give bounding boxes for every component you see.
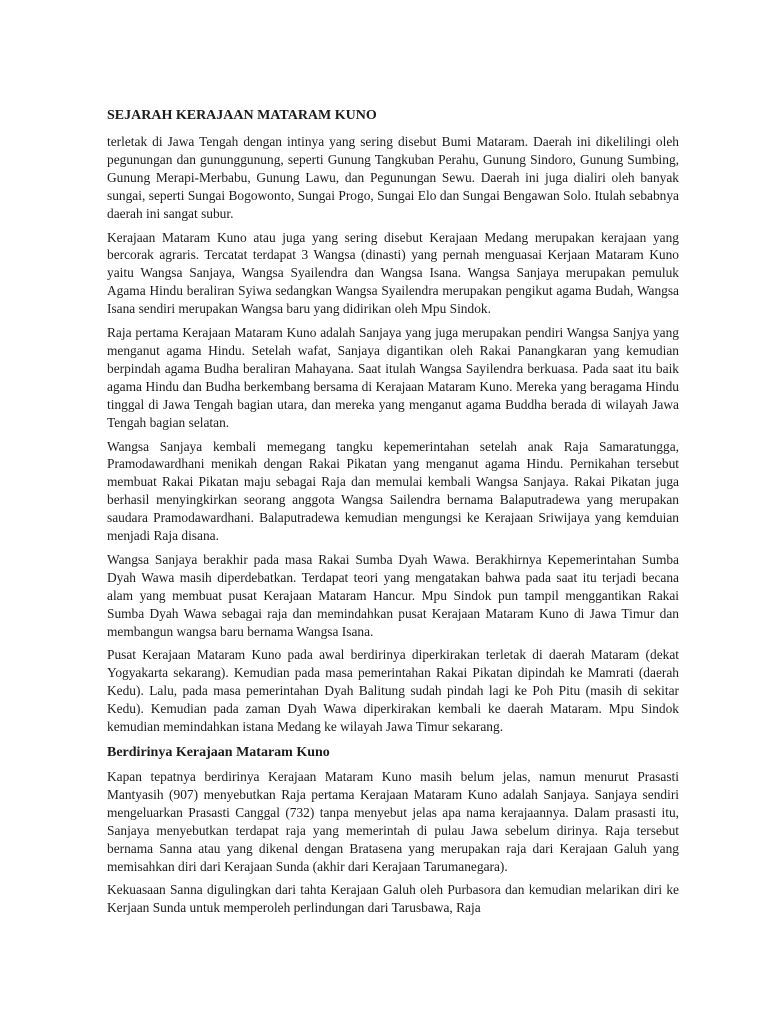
paragraph-first-king: Raja pertama Kerajaan Mataram Kuno adalah Sanjaya yang juga merupakan pendiri Wangsa Sanjya yang menganut agama Hindu. Setelah wafat, Sanjaya digantikan oleh Rakai Panangkaran yang kemudian berpindah agama Budha beraliran Mahayana. Saat itulah Wangsa Sayilendra berkuasa. Pada saat itu baik agama Hindu dan Budha berkembang bersama di Kerajaan Mataram Kuno. Mereka yang beragama Hindu tinggal di Jawa Tengah bagian utara, dan mereka yang menganut agama Buddha berada di wilayah Jawa Tengah bagian selatan. bbox=[107, 325, 679, 430]
paragraph-founding: Kapan tepatnya berdirinya Kerajaan Mataram Kuno masih belum jelas, namun menurut Prasasti Mantyasih (907) menyebutkan Raja pertama Kerajaan Mataram Kuno adalah Sanjaya. Sanjaya sendiri mengeluarkan Prasasti Canggal (732) tanpa menyebut jelas apa nama kerajaannya. Dalam prasasti itu, Sanjaya menyebutkan terdapat raja yang memerintah di pulau Jawa sebelum dirinya. Raja tersebut bernama Sanna atau yang dikenal dengan Bratasena yang merupakan raja dari Kerajaan Galuh yang memisahkan diri dari Kerajaan Sunda (akhir dari Kerajaan Tarumanegara). bbox=[107, 769, 679, 874]
paragraph-sanna: Kekuasaan Sanna digulingkan dari tahta Kerajaan Galuh oleh Purbasora dan kemudian melarikan diri ke Kerjaan Sunda untuk memperoleh perlindungan dari Tarusbawa, Raja bbox=[107, 882, 679, 916]
paragraph-sanjaya-end: Wangsa Sanjaya berakhir pada masa Rakai Sumba Dyah Wawa. Berakhirnya Kepemerintahan Sumba Dyah Wawa masih diperdebatkan. Terdapat teori yang mengatakan bahwa pada saat itu terjadi becana alam yang membuat pusat Kerajaan Mataram Hancur. Mpu Sindok pun tampil menggantikan Rakai Sumba Dyah Wawa sebagai raja dan memindahkan pusat Kerajaan Mataram Kuno di Jawa Timur dan membangun wangsa baru bernama Wangsa Isana. bbox=[107, 551, 679, 639]
document-page bbox=[107, 107, 679, 923]
section-heading: Berdirinya Kerajaan Mataram Kuno bbox=[107, 745, 330, 760]
paragraph-location: terletak di Jawa Tengah dengan intinya yang sering disebut Bumi Mataram. Daerah ini dikelilingi oleh pegunungan dan gununggunung, seperti Gunung Tangkuban Perahu, Gunung Sindoro, Gunung Sumbing, Gunung Merapi-Merbabu, Gunung Lawu, dan Pegunungan Sewu. Daerah ini juga dialiri oleh banyak sungai, seperti Sungai Bogowonto, Sungai Progo, Sungai Elo dan Sungai Bengawan Solo. Itulah sebabnya daerah ini sangat subur. bbox=[107, 134, 679, 221]
document-title: SEJARAH KERAJAAN MATARAM KUNO bbox=[107, 108, 377, 123]
paragraph-capital-moves: Pusat Kerajaan Mataram Kuno pada awal berdirinya diperkirakan terletak di daerah Mataram (dekat Yogyakarta sekarang). Kemudian pada masa pemerintahan Rakai Pikatan dipindah ke Mamrati (daerah Kedu). Lalu, pada masa pemerintahan Dyah Balitung sudah pindah lagi ke Poh Pitu (masih di sekitar Kedu). Kemudian pada zaman Dyah Wawa diperkirakan kembali ke daerah Mataram. Mpu Sindok kemudian memindahkan istana Medang ke wilayah Jawa Timur sekarang. bbox=[107, 647, 679, 735]
paragraph-dynasties: Kerajaan Mataram Kuno atau juga yang sering disebut Kerajaan Medang merupakan kerajaan yang bercorak agraris. Tercatat terdapat 3 Wangsa (dinasti) yang pernah menguasai Kerjaan Mataram Kuno yaitu Wangsa Sanjaya, Wangsa Syailendra dan Wangsa Isana. Wangsa Sanjaya merupakan pemuluk Agama Hindu beraliran Syiwa sedangkan Wangsa Syailendra merupakan pengikut agama Budah, Wangsa Isana sendiri merupakan Wangsa baru yang didirikan oleh Mpu Sindok. bbox=[107, 229, 679, 317]
paragraph-sanjaya-return: Wangsa Sanjaya kembali memegang tangku kepemerintahan setelah anak Raja Samaratungga, Pramodawardhani menikah dengan Rakai Pikatan yang menganut agama Hindu. Pernikahan tersebut membuat Rakai Pikatan maju sebagai Raja dan memulai kembali Wangsa Sanjaya. Rakai Pikatan juga berhasil menyingkirkan seorang anggota Wangsa Sailendra bernama Balaputradewa yang merupakan saudara Pramodawardhani. Balaputradewa kemudian mengungsi ke Kerajaan Sriwijaya yang kemduian menjadi Raja disana. bbox=[107, 438, 679, 544]
